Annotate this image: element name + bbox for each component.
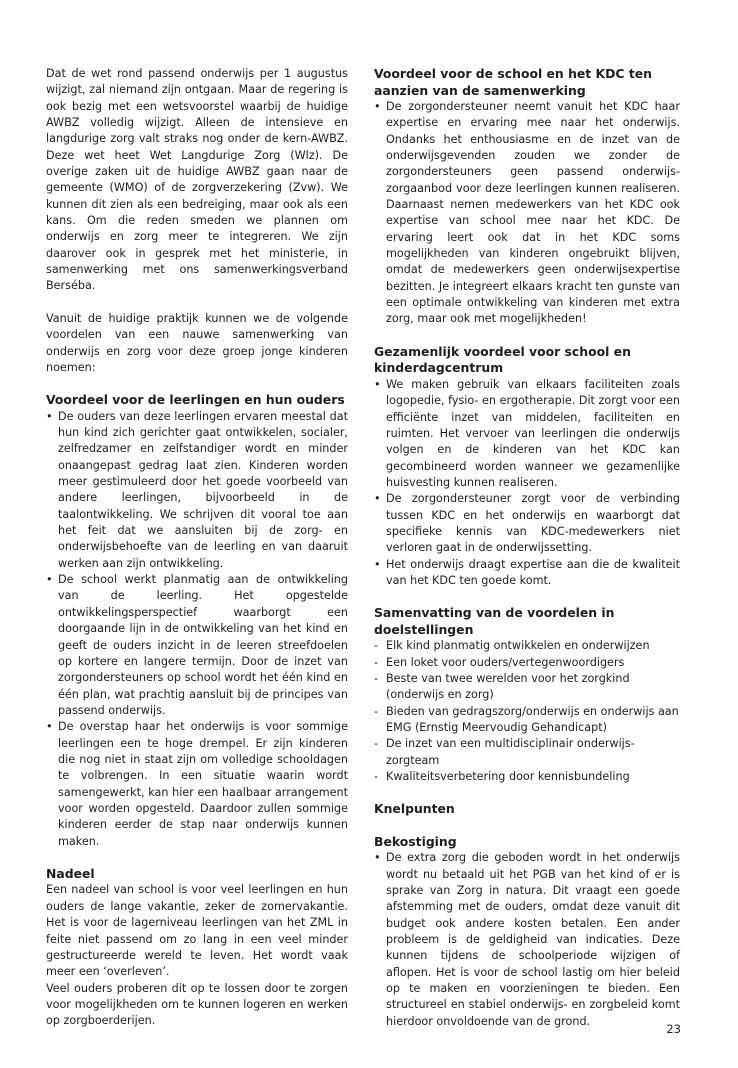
list-item: • De zorgondersteuner neemt vanuit het KDC haar expertise en ervaring mee naar het onderwijs. Ondanks het enthousiasme en de inzet van de onderwijsgevenden zouden we zonder de zorgondersteuners geen passend onderwijs-zorgaanbod voor deze leerlingen kunnen realiseren. Daarnaast nemen medewerkers van het KDC ook expertise van school mee naar het KDC. De ervaring leert ook dat in het KDC soms mogelijkheden van kinderen ongebruikt blijven, omdat de medewerkers geen onderwijsexpertise bezitten. Je integreert elkaars kracht ten gunste van een optimale ontwikkeling van kinderen met extra zorg, maar ook met mogelijkheden! — [374, 99, 680, 328]
list-item: • De school werkt planmatig aan de ontwikkeling van de leerling. Het opgestelde ontwikkelingsperspectief waarborgt een doorgaande lijn in de ontwikkeling van het kind en geeft de ouders inzicht in de leeren streefdoelen op kortere en langere termijn. Door de inzet van zorgondersteuners op school wordt het één kind en één plan, wat prachtig aansluit bij de principes van passend onderwijs. — [46, 572, 348, 719]
section-heading-nadeel: Nadeel — [46, 865, 95, 881]
intro-paragraph-1: Dat de wet rond passend onderwijs per 1 augustus wijzigt, zal niemand zijn ontgaan. Maar de regering is ook bezig met een wetsvoorstel waarbij de huidige AWBZ volledig wijzigt. Alleen de intensieve en langdurige zorg valt straks nog onder de kern-AWBZ. Deze wet heet Wet Langdurige Zorg (Wlz). De overige zaken uit de huidige AWBZ gaan naar de gemeente (WMO) of de zorgverzekering (Zvw). We kunnen dit zien als een bedreiging, maar ook als een kans. Om die reden smeden we plannen om onderwijs en zorg meer te integreren. We zijn daarover ook in gesprek met het ministerie, in samenwerking met ons samenwerkingsverband Berséba. — [46, 67, 348, 293]
list-item: - Kwaliteitsverbetering door kennisbundeling — [374, 769, 680, 785]
list-item: - Een loket voor ouders/vertegenwoordigers — [374, 655, 680, 671]
list-item: • De overstap haar het onderwijs is voor sommige leerlingen een te hoge drempel. Er zijn kinderen die nog niet in staat zijn om volledige schooldagen te volbrengen. In een situatie waarin wordt samengewerkt, kan hier een haalbaar arrangement voor worden opgesteld. Daardoor zullen sommige kinderen eerder de stap naar onderwijs kunnen maken. — [46, 719, 348, 850]
bullet-list-bekostiging — [374, 850, 680, 1030]
list-item: • De zorgondersteuner zorgt voor de verbinding tussen KDC en het onderwijs en waarborgt dat specifieke kennis van KDC-medewerkers niet verloren gaat in de onderwijssetting. — [374, 491, 680, 556]
list-item: • De extra zorg die geboden wordt in het onderwijs wordt nu betaald uit het PGB van het kind of er is sprake van Zorg in natura. Dit vraagt een goede afstemming met de ouders, omdat deze vanuit dit budget ook andere kosten betalen. Een ander probleem is de geldigheid van indicaties. Deze kunnen tijdens de schoolperiode wijzigen of aflopen. Het is voor de school lastig om hier beleid op te maken en voorzieningen te bieden. Een structureel en stabiel onderwijs- en zorgbeleid komt hierdoor onvoldoende van de grond. — [374, 850, 680, 1030]
section-heading-gezamenlijk-voordeel: Gezamenlijk voordeel voor school en kinderdagcentrum — [374, 343, 631, 376]
bullet-list-gezamenlijk-voordeel — [374, 377, 680, 589]
page-number: 23 — [666, 1022, 681, 1036]
intro-paragraph-2: Vanuit de huidige praktijk kunnen we de volgende voordelen van een nauwe samenwerking van onderwijs en zorg voor deze groep jonge kinderen noemen: — [46, 311, 348, 374]
section-heading-bekostiging: Bekostiging — [374, 833, 457, 849]
bullet-list-school-kdc — [374, 99, 680, 328]
bullet-list-leerlingen-ouders — [46, 409, 348, 850]
dash-list-samenvatting — [374, 638, 680, 785]
nadeel-paragraph-1: Een nadeel van school is voor veel leerlingen en hun ouders de lange vakantie, zeker de zomervakantie. Het is voor de lagerniveau leerlingen van het ZML in feite niet passend om zo lang in een veel minder gestructureerde wereld te leven. Het wordt vaak meer een ‘overleven’. — [46, 883, 348, 979]
section-heading-knelpunten: Knelpunten — [374, 801, 455, 817]
list-item: - Beste van twee werelden voor het zorgkind (onderwijs en zorg) — [374, 671, 680, 704]
list-item: • Het onderwijs draagt expertise aan die de kwaliteit van het KDC ten goede komt. — [374, 557, 680, 590]
nadeel-paragraph-2: Veel ouders proberen dit op te lossen door te zorgen voor mogelijkheden om te kunnen logeren en werken op zorgboerderijen. — [46, 981, 348, 1028]
list-item: - Bieden van gedragszorg/onderwijs en onderwijs aan EMG (Ernstig Meervoudig Gehandicapt) — [374, 704, 680, 737]
section-heading-samenvatting: Samenvatting van de voordelen in doelstellingen — [374, 605, 615, 637]
section-heading-leerlingen-ouders: Voordeel voor de leerlingen en hun ouders — [46, 392, 345, 408]
section-heading-school-kdc: Voordeel voor de school en het KDC ten aanzien van de samenwerking — [374, 66, 652, 98]
list-item: - De inzet van een multidisciplinair onderwijs-zorgteam — [374, 736, 680, 769]
list-item: - Elk kind planmatig ontwikkelen en onderwijzen — [374, 638, 680, 654]
right-column — [374, 66, 680, 1030]
left-column — [46, 66, 348, 1030]
list-item: • De ouders van deze leerlingen ervaren meestal dat hun kind zich gerichter gaat ontwikkelen, socialer, zelfredzamer en zelfstandiger wordt en minder onaangepast gedrag laat zien. Kinderen worden meer gestimuleerd door het goede voorbeeld van andere leerlingen, bijvoorbeeld in de taalontwikkeling. We schrijven dit vooral toe aan het feit dat we aansluiten bij de zorg- en onderwijsbehoefte van de leerling en van daaruit werken aan zijn ontwikkeling. — [46, 409, 348, 572]
list-item: • We maken gebruik van elkaars faciliteiten zoals logopedie, fysio- en ergotherapie. Dit zorgt voor een efficiënte inzet van middelen, faciliteiten en ruimten. Het vervoer van leerlingen die onderwijs volgen en de kinderen van het KDC kan gecombineerd worden wanneer we gezamenlijke huisvesting kunnen realiseren. — [374, 377, 680, 491]
